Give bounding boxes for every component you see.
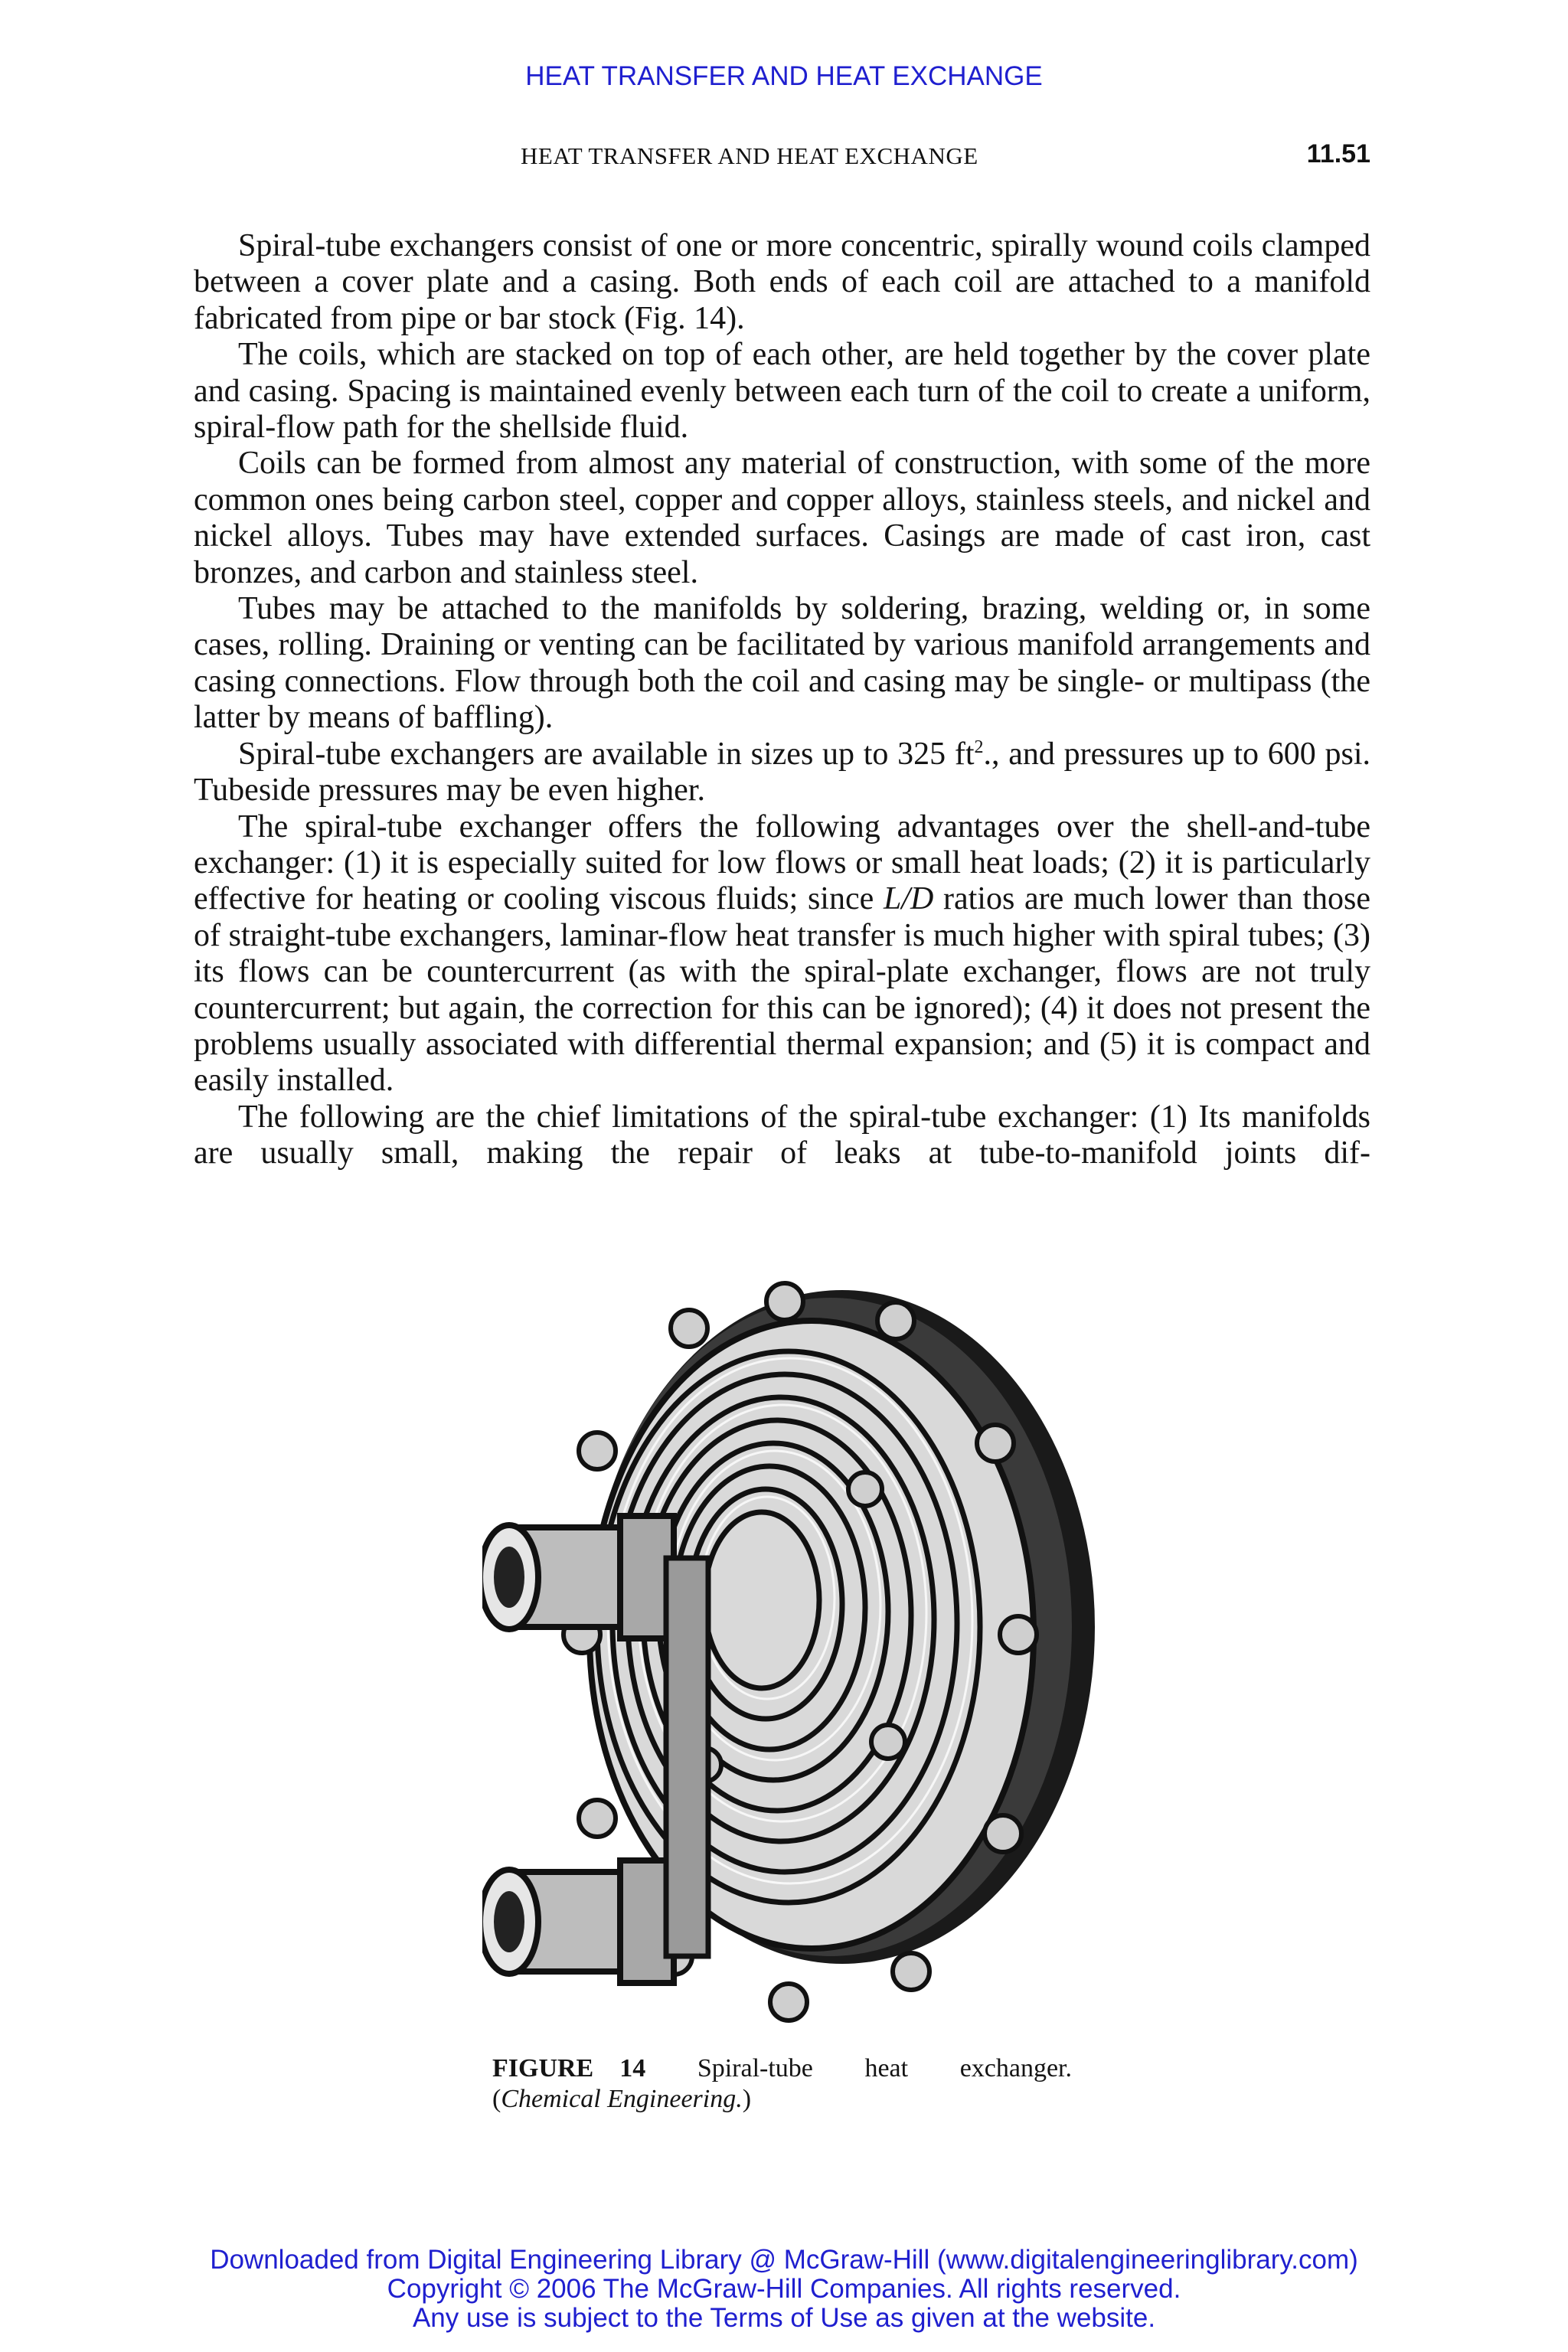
paragraph-7: The following are the chief limitations of the spiral-tube exchanger: (1) Its manifolds are usually small, making the repair of leaks at tube-to-manifold joints dif-: [194, 1099, 1370, 1171]
superscript: 2: [974, 737, 984, 757]
footer-terms[interactable]: Any use is subject to the Terms of Use as given at the website.: [412, 2303, 1156, 2333]
paragraph-1: Spiral-tube exchangers consist of one or more concentric, spirally wound coils clamped between a cover plate and a casing. Both ends of each coil are attached to a manifold fabricated from pipe or bar stock (Fig. 14).: [194, 228, 1370, 336]
caption-figure-label: FIGURE 14: [492, 2054, 646, 2082]
caption-word-3: exchanger.: [959, 2054, 1072, 2082]
exchanger-drawing: [482, 1267, 1095, 2040]
caption-source: (Chemical Engineering.): [492, 2085, 752, 2113]
paragraph-6-text: The spiral-tube exchanger offers the following advantages over the shell-and-tube exchanger: (1) it is especially suited for low flows or small heat loads; (2) it is particularly effective for heating or cooling viscous fluids; since: [194, 808, 1370, 917]
paragraph-4: Tubes may be attached to the manifolds by soldering, brazing, welding or, in some cases, rolling. Draining or venting can be facilitated by various manifold arrangements and casing connections. Flow through both the coil and casing may be single- or multipass (the latter by means of baffling).: [194, 591, 1370, 736]
paragraph-2: The coils, which are stacked on top of each other, are held together by the cover plate and casing. Spacing is maintained evenly between each turn of the coil to create a uniform, spiral-flow path for the shellside fluid.: [194, 337, 1370, 446]
page-number: 11.51: [1306, 139, 1370, 168]
caption-word-2: heat: [864, 2054, 909, 2082]
paragraph-3: Coils can be formed from almost any material of construction, with some of the more common ones being carbon steel, copper and copper alloys, stainless steels, and nickel and nickel alloys. Tubes may have extended surfaces. Casings are made of cast iron, cast bronzes, and carbon and stainless steel.: [194, 446, 1370, 590]
running-header: HEAT TRANSFER AND HEAT EXCHANGE: [521, 142, 978, 169]
footer: [0, 2246, 1568, 2333]
top-link[interactable]: HEAT TRANSFER AND HEAT EXCHANGE: [525, 61, 1043, 91]
paragraph-5-text: Spiral-tube exchangers are available in sizes up to 325 ft: [238, 736, 975, 772]
spiral-tube-exchanger-illustration: [482, 1267, 1095, 2040]
figure-caption: [492, 2053, 1072, 2115]
footer-copyright: Copyright © 2006 The McGraw-Hill Companies. All rights reserved.: [387, 2274, 1181, 2304]
body-text: [194, 228, 1370, 1172]
paragraph-5: [194, 737, 1370, 809]
footer-download-link[interactable]: Downloaded from Digital Engineering Library @ McGraw-Hill (www.digitalengineeringlibrary.com): [210, 2245, 1358, 2275]
paragraph-6-text-end: ratios are much lower than those of straight-tube exchangers, laminar-flow heat transfer is much higher with spiral tubes; (3) its flows can be countercurrent (as with the spiral-plate exchanger, flows are not truly countercurrent; but again, the correction for this can be ignored); (4) it does not present the problems usually associated with differential thermal expansion; and (5) it is compact and easily installed.: [194, 881, 1370, 1099]
caption-word-1: Spiral-tube: [697, 2054, 813, 2082]
italic-ld: L/D: [883, 881, 934, 917]
paragraph-5-text-end: ., and pressures up to 600 psi. Tubeside pressures may be even higher.: [194, 736, 1370, 808]
caption-line-1: [492, 2053, 1072, 2084]
paragraph-6: [194, 809, 1370, 1099]
